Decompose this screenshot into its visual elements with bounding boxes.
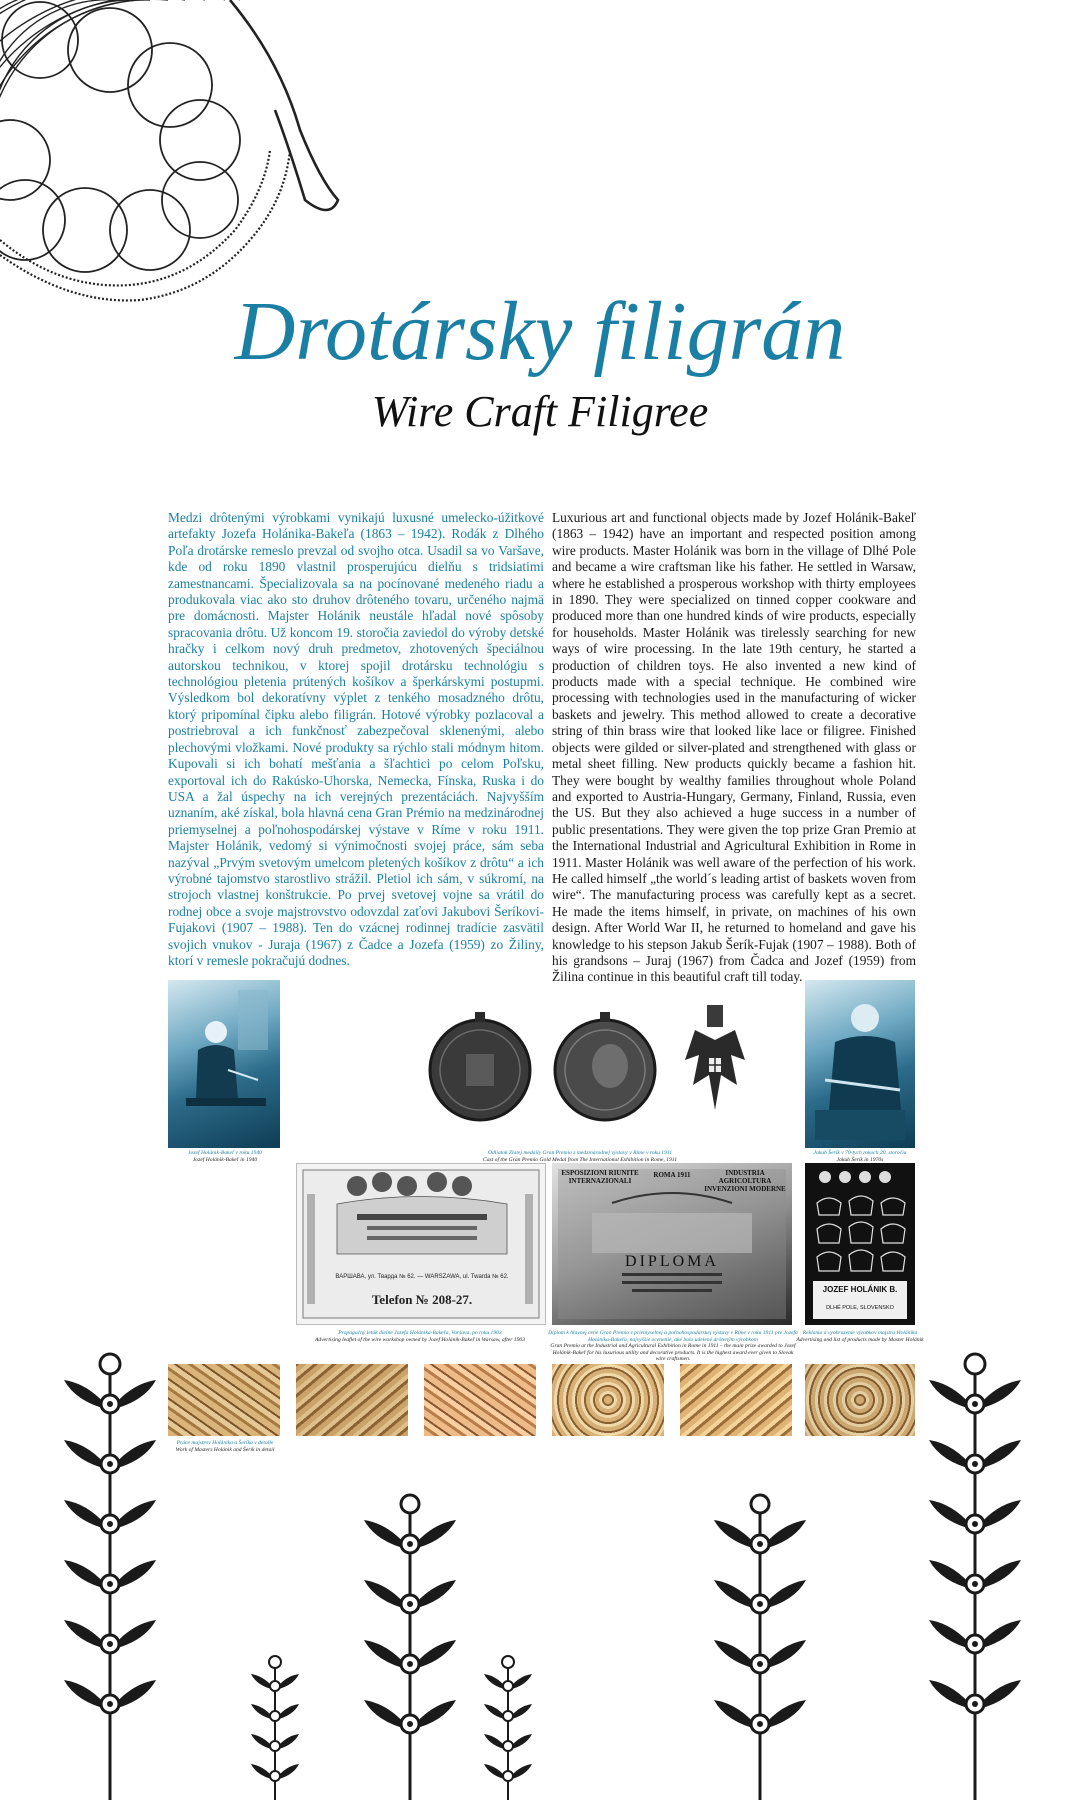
diploma-header-left: ESPOSIZIONI RIUNITE INTERNAZIONALI bbox=[561, 1169, 639, 1185]
caption-medals-sk: Odliatok Zlatej medaily Gran Premio z medzinárodnej výstavy v Ríme v roku 1911 bbox=[487, 1150, 673, 1156]
caption-diploma-sk: Diplom k hlavnej cene Gran Premio z priemyselnej a poľnohospodárskej výstavy v Ríme v roku 1911 pre Jozefa Holánika-Bakeľa, najvyššie ocenenie, aké bolo udelené drôteným výrobkom bbox=[548, 1330, 798, 1343]
medals-image bbox=[420, 1000, 750, 1150]
wire-flower-decoration bbox=[0, 1320, 1080, 1800]
body-text-english: Luxurious art and functional objects made by Jozef Holánik-Bakeľ (1863 – 1942) have an important and respected position among wire products. Master Holánik was born in the village of Dlhé Pole and became a wire craftsman like his father. He settled in Warsaw, where he established a prosperous workshop with thirty employees in 1890. They were specialized on tinned copper cookware and produced more than one hundred kinds of wire products, especially for households. Master Holánik was tirelessly searching for new ways of wire processing. In the late 19th century, he started a production of children toys. He also invented a new kind of products made with a special technique. He combined wire processing with technologies used in the manufacturing of wicker baskets and jewelry. This method allowed to create a decorative string of thin brass wire that looked like lace or filigree. Finished objects were gilded or silver-plated and strengthened with glass or metal sheet filling. New products quickly became a fashion hit. They were bought by wealthy families throughout whole Poland and exported to Austria-Hungary, Germany, Finland, Russia, even the US. But they also achieved a huge success in a number of public presentations. They were given the top prize Gran Premio at the International Industrial and Agricultural Exhibition in Rome in 1911. Master Holánik was well aware of the perfection of his work. He called himself „the world´s leading artist of baskets woven from wire“. The manufacturing process was carefully kept as a secret. He made the items himself, in private, on machines of his own design. After World War II, he returned to homeland and gave his knowledge to his stepson Jakub Šerík-Fujak (1907 – 1988). Both of his grandsons – Juraj (1967) from Čadca and Jozef (1959) from Žilina continue in this beautiful craft till today. bbox=[552, 510, 916, 985]
caption-medals bbox=[430, 1150, 730, 1163]
double-eagle-order bbox=[685, 1005, 745, 1110]
body-text-slovak: Medzi drôtenými výrobkami vynikajú luxusné umelecko-úžitkové artefakty Jozefa Holánika-Bakeľa (1863 – 1942). Rodák z Dlhého Poľa drotárske remeslo prevzal od svojho otca. Usadil sa vo Varšave, kde od roku 1890 vlastnil prosperujúcu dielňu s tridsiatimi zamestnancami. Špecializovala sa na pocínované medeného riadu a produkovala viac ako sto druhov drôteného tovaru, určeného najmä pre domácnosti. Majster Holánik neustále hľadal nové spôsoby spracovania drôtu. Už koncom 19. storočia zaviedol do výroby detské hračky i celkom nový druh predmetov, zhotovených špeciálnou autorskou technikou, v ktorej spojil drotársku technológiu s technológiou pletenia prútených košíkov a šperkárskymi postupmi. Výsledkom bol dekoratívny výplet z tenkého mosadzného drôtu, ktorý pripomínal čipku alebo filigrán. Hotové výrobky pozlacoval a postriebroval a ich funkčnosť zabezpečoval sklenenými, alebo plechovými vložkami. Nové produkty sa rýchlo stali módnym hitom. Kupovali si ich bohatí mešťania a šľachtici po celom Poľsku, exportoval ich do Rakúsko-Uhorska, Nemecka, Fínska, Ruska i do USA a žal úspechy na ich verejných prezentáciách. Najvyšším uznaním, aké získal, bola hlavná cena Gran Prémio na medzinárodnej priemyselnej a poľnohospodárskej výstave v Ríme v roku 1911. Majster Holánik, vedomý si výnimočnosti svojej práce, sám seba nazýval „Prvým svetovým umelcom pletených košíkov z drôtu“ a ich výrobné tajomstvo starostlivo strážil. Pletiol ich sám, v súkromí, na strojoch vlastnej konštrukcie. Po prvej svetovej vojne sa vrátil do rodnej obce a svoje majstrovstvo odovzdal zaťovi Jakubovi Šeríkovi-Fujakovi (1907 – 1988). Ten do vzácnej rodinnej tradície zasvätil svojich vnukov - Juraja (1967) z Čadce a Jozefa (1959) zo Žiliny, ktorí v remesle pokračujú dodnes. bbox=[168, 510, 544, 968]
diploma-header-right: INDUSTRIA AGRICOLTURA INVENZIONI MODERNE bbox=[704, 1169, 786, 1193]
catalog-name: JOZEF HOLÁNIK B. bbox=[822, 1285, 898, 1294]
page-subtitle: Wire Craft Filigree bbox=[371, 387, 709, 436]
flower-stem-mid-left bbox=[364, 1495, 456, 1800]
caption-leaflet-sk: Propagačný leták dielne Jozefa Holánika-Bakeľa, Varšava, po roku 1903 bbox=[338, 1330, 502, 1336]
flower-stem-right bbox=[929, 1354, 1021, 1800]
photo-jakub-serik bbox=[805, 980, 915, 1148]
diploma-image bbox=[552, 1163, 792, 1325]
caption-photo1 bbox=[150, 1150, 300, 1163]
caption-details-sk: Práce majstrov Holánika a Šeríka v detaile bbox=[176, 1440, 274, 1446]
caption-catalog-sk: Reklama a vyobrazenie výrobkov majstra Holánika bbox=[802, 1330, 918, 1336]
diploma-word: DIPLOMA bbox=[625, 1253, 719, 1270]
caption-photo1-en: Jozef Holánik-Bakeľ in 1940 bbox=[192, 1156, 258, 1163]
photo-jozef-holanik bbox=[168, 980, 280, 1148]
wire-basket-illustration bbox=[0, 0, 340, 310]
caption-photo2-en: Jakub Šerík in 1970s bbox=[836, 1156, 884, 1163]
diploma-header-center: ROMA 1911 bbox=[653, 1171, 691, 1179]
catalog-place: DLHÉ POLE, SLOVENSKO bbox=[826, 1305, 894, 1311]
medal-front bbox=[430, 1012, 530, 1120]
leaflet-phone: Telefon № 208-27. bbox=[371, 1292, 473, 1307]
caption-medals-en: Cast of the Gran Premio Gold Medal from The International Exhibition in Rome, 1911 bbox=[482, 1156, 677, 1163]
caption-details-en: Work of Masters Holánik and Šerík in detail bbox=[175, 1446, 275, 1453]
advertising-leaflet-image bbox=[296, 1163, 546, 1325]
caption-diploma-en: Gran Premio at the Industrial and Agricultural Exhibition in Rome in 1911 – the main prize awarded to Jozef Holánik-Bakeľ for his luxurious utility and decorative products. It is the highest award ever given to Slovak wire craftsmen. bbox=[550, 1343, 796, 1363]
medal-back bbox=[555, 1012, 655, 1120]
flower-stem-small-center bbox=[484, 1656, 532, 1800]
flower-stem-left bbox=[64, 1354, 156, 1800]
product-catalog-image bbox=[805, 1163, 915, 1325]
leaflet-address: ВАРШАВА, ул. Тварда № 62. — WARSZAWA, ul. Twarda № 62. bbox=[335, 1274, 509, 1280]
caption-catalog-en: Advertising and list of products made by Master Holánik bbox=[796, 1336, 924, 1343]
caption-photo2 bbox=[790, 1150, 930, 1163]
caption-photo1-sk: Jozef Holánik-Bakeľ v roku 1940 bbox=[188, 1150, 262, 1156]
caption-photo2-sk: Jakub Šerík v 70-tych rokoch 20. storočia bbox=[813, 1150, 907, 1156]
page-title: Drotársky filigrán bbox=[234, 285, 846, 378]
caption-leaflet-en: Advertising leaflet of the wire workshop owned by Jozef Holánik-Bakeľ in Warsaw, after 1903 bbox=[314, 1336, 525, 1343]
flower-stem-mid-right bbox=[714, 1495, 806, 1800]
flower-stem-small-left bbox=[251, 1656, 299, 1800]
